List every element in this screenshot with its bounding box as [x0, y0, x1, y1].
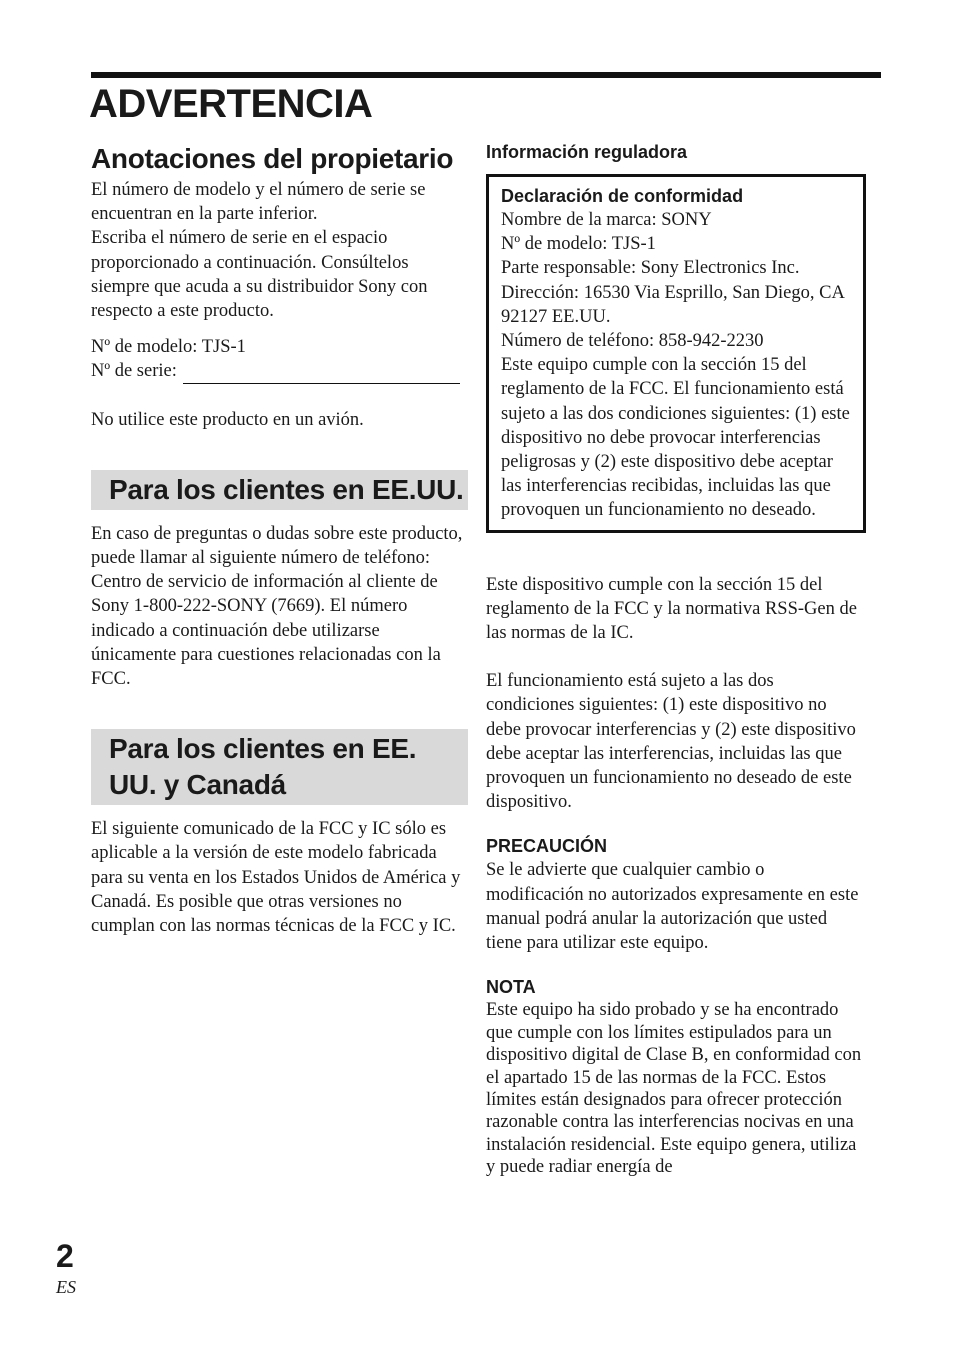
declaration-line-brand: Nombre de la marca: SONY	[501, 210, 712, 230]
language-code: ES	[56, 1277, 76, 1297]
us-canada-customers-paragraph: El siguiente comunicado de la FCC y IC sólo es aplicable a la versión de este modelo fabricada para su venta en los Estados Unidos de América y Canadá. Es posible que otras versiones no cumplan con las normas técnicas de la FCC y IC.	[91, 819, 461, 937]
note-paragraph: Este equipo ha sido probado y se ha encontrado que cumple con los límites estipulados para un dispositivo digital de Clase B, en conformidad con el apartado 15 de las normas de la FCC. Estos límites están designados para ofrecer protección razonable contra las interferencias nocivas en una instalación residencial. Este equipo genera, utiliza y puede radiar energía de	[486, 1000, 862, 1178]
declaration-box	[486, 174, 866, 533]
owner-notes-heading: Anotaciones del propietario	[91, 143, 454, 174]
declaration-line-model: Nº de modelo: TJS-1	[501, 234, 656, 255]
owner-notes-paragraph-2: Escriba el número de serie en el espacio proporcionado a continuación. Consúltelos siempre que acuda a su distribuidor Sony con respecto a este producto.	[91, 228, 428, 322]
us-canada-customers-heading: Para los clientes en EE. UU. y Canadá	[109, 733, 417, 801]
top-rule	[91, 72, 881, 78]
operation-conditions-paragraph: El funcionamiento está sujeto a las dos condiciones siguientes: (1) este dispositivo no debe provocar interferencias y (2) este dispositivo debe aceptar las interferencias, incluidas las que provoquen un funcionamiento no deseado de este dispositivo.	[486, 671, 856, 813]
declaration-body: Este equipo cumple con la sección 15 del reglamento de la FCC. El funcionamiento está sujeto a las dos condiciones siguientes: (1) este dispositivo no debe provocar interferencias peligrosas y (2) este dispositivo debe aceptar las interferencias recibidas, incluidas las que provoquen un funcionamiento no deseado.	[501, 355, 850, 521]
note-heading: NOTA	[486, 977, 536, 998]
owner-notes-paragraph-1: El número de modelo y el número de serie se encuentran en la parte inferior.	[91, 180, 426, 225]
declaration-line-responsible: Parte responsable: Sony Electronics Inc.	[501, 258, 800, 279]
caution-heading: PRECAUCIÓN	[486, 836, 608, 857]
us-customers-paragraph: En caso de preguntas o dudas sobre este producto, puede llamar al siguiente número de teléfono: Centro de servicio de información al cliente de Sony 1-800-222-SONY (7669). El número indicado a continuación debe utilizarse únicamente para cuestiones relacionadas con la FCC.	[91, 523, 463, 690]
page-number: 2	[56, 1238, 74, 1274]
airplane-warning: No utilice este producto en un avión.	[91, 409, 364, 430]
us-canada-customers-banner	[91, 729, 468, 805]
us-customers-heading: Para los clientes en EE.UU.	[109, 473, 464, 505]
serial-number-label: Nº de serie:	[91, 361, 177, 382]
declaration-line-address: Dirección: 16530 Via Esprillo, San Diego, CA 92127 EE.UU.	[501, 282, 844, 327]
model-number-line: Nº de modelo: TJS-1	[91, 337, 246, 358]
declaration-line-phone: Número de teléfono: 858-942-2230	[501, 331, 764, 352]
right-column	[486, 140, 864, 1179]
compliance-paragraph: Este dispositivo cumple con la sección 15 del reglamento de la FCC y la normativa RSS-Gen de las normas de la IC.	[486, 574, 857, 644]
regulatory-info-heading: Información reguladora	[486, 142, 688, 162]
us-customers-banner	[91, 470, 468, 510]
declaration-heading: Declaración de conformidad	[501, 186, 744, 206]
serial-number-row	[91, 359, 468, 383]
page-title: ADVERTENCIA	[89, 82, 373, 126]
left-column	[91, 140, 468, 938]
caution-paragraph: Se le advierte que cualquier cambio o modificación no autorizados expresamente en este manual podrá anular la autorización que usted tiene para utilizar este equipo.	[486, 860, 859, 954]
serial-number-blank	[183, 365, 460, 384]
